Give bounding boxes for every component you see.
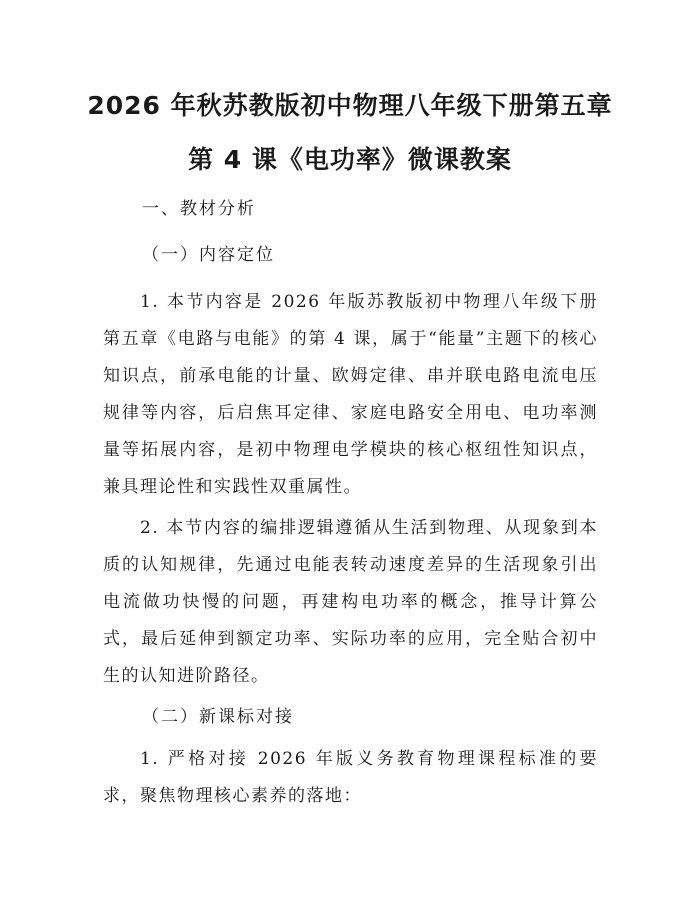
document-title-line-2: 第 4 课《电功率》微课教案 bbox=[188, 145, 512, 174]
paragraph-curriculum-alignment-1: 1. 严格对接 2026 年版义务教育物理课程标准的要求，聚焦物理核心素养的落地： bbox=[103, 749, 598, 806]
paragraph-content-positioning-1: 1. 本节内容是 2026 年版苏教版初中物理八年级下册第五章《电路与电能》的第 4 课，属于“能量”主题下的核心知识点，前承电能的计量、欧姆定律、串并联电路电流电压规律等内容，后启焦耳定律、家庭电路安全用电、电功率测量等拓展内容，是初中物理电学模块的核心枢纽性知识点，兼具理论性和实践性双重属性。 bbox=[103, 292, 598, 497]
subsection-heading-curriculum-alignment: （二）新课标对接 bbox=[142, 707, 294, 727]
section-heading-textbook-analysis: 一、教材分析 bbox=[142, 199, 256, 219]
paragraph-content-positioning-2: 2. 本节内容的编排逻辑遵循从生活到物理、从现象到本质的认知规律，先通过电能表转动速度差异的生活现象引出电流做功快慢的问题，再建构电功率的概念，推导计算公式，最后延伸到额定功率、实际功率的应用，完全贴合初中生的认知进阶路径。 bbox=[103, 518, 598, 686]
document-title-line-1: 2026 年秋苏教版初中物理八年级下册第五章 bbox=[87, 91, 613, 120]
subsection-heading-content-positioning: （一）内容定位 bbox=[142, 245, 275, 265]
